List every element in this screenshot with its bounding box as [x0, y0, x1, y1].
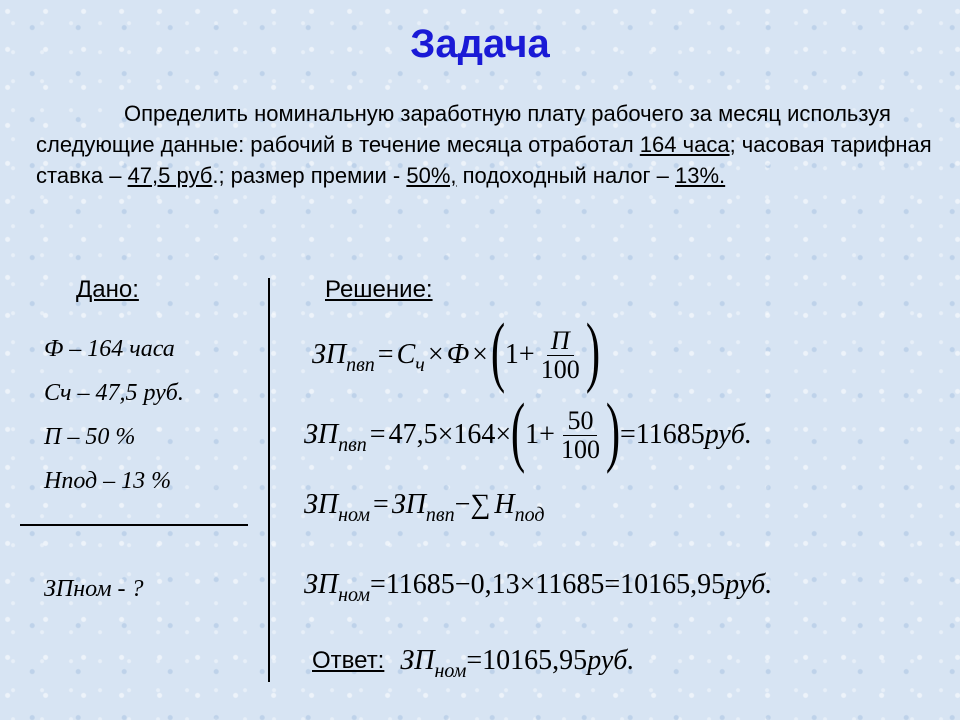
formula-pvp: ЗП пвп = С ч × Ф × ( 1+ $\frac{П}{100}$ )	[312, 307, 600, 394]
hours-value: 164 часа	[639, 132, 730, 157]
rate-value: 47,5 руб	[127, 163, 213, 188]
page-title: Задача	[410, 22, 550, 66]
formula-pvp-calc: ЗП пвп = 47,5 × 164 × ( 1+ $\frac{50}{100}$ ) =11685 руб.	[304, 387, 752, 474]
given-divider	[20, 524, 248, 526]
answer-label: Ответ:	[312, 647, 385, 674]
answer: Ответ: ЗП ном =10165,95 руб.	[312, 645, 635, 682]
bonus-value: 50%,	[406, 163, 457, 188]
problem-text-1: Определить номинальную заработную плату рабочего за месяц используя следующие данные: рабочий в течение месяца отработал	[36, 101, 891, 157]
given-item: Нпод – 13 %	[44, 468, 172, 494]
given-item: Сч – 47,5 руб.	[44, 380, 184, 406]
section-divider	[268, 278, 270, 682]
problem-text-2: ; часовая тарифная ставка –	[36, 132, 932, 188]
given-item: П – 50 %	[44, 424, 136, 450]
find-item: ЗПном - ?	[44, 576, 144, 602]
solution-heading: Решение:	[325, 276, 433, 303]
problem-text-3: .; размер премии -	[212, 163, 407, 188]
given-heading: Дано:	[76, 276, 139, 303]
tax-value: 13%.	[675, 163, 726, 188]
formula-nom: ЗП ном = ЗП пвп −∑ Н под	[304, 489, 545, 526]
problem-text-4: подоходный налог –	[456, 163, 675, 188]
given-item: Ф – 164 часа	[44, 336, 175, 362]
formula-nom-calc: ЗП ном =11685−0,13×11685=10165,95 руб.	[304, 569, 773, 606]
answer-value: =10165,95	[466, 645, 588, 676]
problem-statement	[36, 98, 936, 191]
